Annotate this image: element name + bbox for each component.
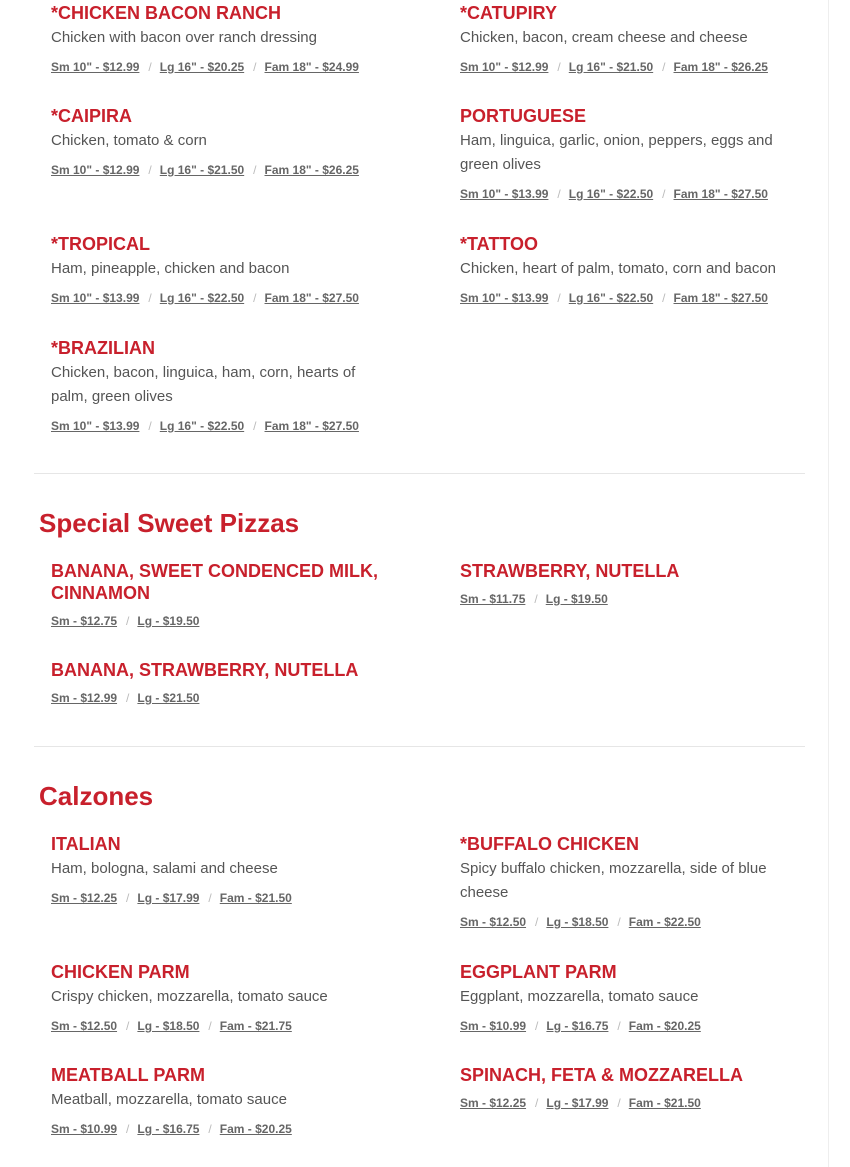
item-description: Crispy chicken, mozzarella, tomato sauce xyxy=(51,988,328,1005)
item-name: ITALIAN xyxy=(51,834,121,854)
item-description: Ham, linguica, garlic, onion, peppers, eggs and green olives xyxy=(460,132,773,173)
menu-item-banana-strawberry-nutella xyxy=(51,659,396,706)
price-separator: / xyxy=(535,915,539,929)
price-separator: / xyxy=(148,419,152,433)
item-description: Chicken with bacon over ranch dressing xyxy=(51,29,317,46)
item-description: Chicken, bacon, cream cheese and cheese xyxy=(460,29,748,46)
item-name: CHICKEN PARM xyxy=(51,962,190,982)
price-separator: / xyxy=(535,1019,539,1033)
price-separator: / xyxy=(534,592,538,606)
price-list xyxy=(460,59,805,75)
price-list xyxy=(51,290,396,306)
item-name: *CAIPIRA xyxy=(51,106,133,126)
item-description: Meatball, mozzarella, tomato sauce xyxy=(51,1091,287,1108)
price-small[interactable]: Sm - $12.99 xyxy=(51,691,118,705)
price-separator: / xyxy=(662,291,666,305)
price-list xyxy=(460,186,805,202)
price-list xyxy=(51,890,396,906)
price-family[interactable]: Fam 18" - $26.25 xyxy=(673,60,768,74)
item-name: BANANA, SWEET CONDENCED MILK, CINNAMON xyxy=(51,561,378,603)
price-large[interactable]: Lg 16" - $22.50 xyxy=(159,291,245,305)
price-separator: / xyxy=(617,1019,621,1033)
price-small[interactable]: Sm - $12.25 xyxy=(460,1096,527,1110)
item-description: Ham, pineapple, chicken and bacon xyxy=(51,260,290,277)
menu-item-strawberry-nutella xyxy=(460,560,805,607)
price-family[interactable]: Fam - $21.50 xyxy=(628,1096,701,1110)
menu-item-catupiry xyxy=(460,2,805,75)
price-family[interactable]: Fam - $20.25 xyxy=(628,1019,701,1033)
item-name: *BRAZILIAN xyxy=(51,338,155,358)
price-separator: / xyxy=(148,291,152,305)
menu-item-meatball-parm xyxy=(51,1064,396,1137)
menu-item-buffalo-chicken xyxy=(460,833,805,930)
price-large[interactable]: Lg 16" - $21.50 xyxy=(159,163,245,177)
price-list xyxy=(51,418,396,434)
price-separator: / xyxy=(253,60,257,74)
price-small[interactable]: Sm - $12.50 xyxy=(51,1019,118,1033)
price-small[interactable]: Sm - $12.50 xyxy=(460,915,527,929)
price-small[interactable]: Sm 10" - $13.99 xyxy=(460,187,549,201)
section-title-calzones: Calzones xyxy=(39,781,154,811)
item-name: *TROPICAL xyxy=(51,234,150,254)
price-small[interactable]: Sm - $11.75 xyxy=(460,592,526,606)
price-list xyxy=(51,162,396,178)
section-title-sweet-pizzas: Special Sweet Pizzas xyxy=(39,508,300,538)
price-separator: / xyxy=(208,1122,212,1136)
price-small[interactable]: Sm - $12.25 xyxy=(51,891,118,905)
item-description: Ham, bologna, salami and cheese xyxy=(51,860,278,877)
price-small[interactable]: Sm 10" - $13.99 xyxy=(460,291,549,305)
price-separator: / xyxy=(617,915,621,929)
price-large[interactable]: Lg - $16.75 xyxy=(137,1122,200,1136)
item-name: SPINACH, FETA & MOZZARELLA xyxy=(460,1065,743,1085)
item-description: Eggplant, mozzarella, tomato sauce xyxy=(460,988,699,1005)
price-separator: / xyxy=(126,614,130,628)
item-name: STRAWBERRY, NUTELLA xyxy=(460,561,680,581)
menu-item-banana-condensed-milk xyxy=(51,560,396,629)
price-large[interactable]: Lg 16" - $20.25 xyxy=(159,60,245,74)
item-name: EGGPLANT PARM xyxy=(460,962,617,982)
price-separator: / xyxy=(148,163,152,177)
section-divider xyxy=(34,473,805,474)
price-family[interactable]: Fam - $21.75 xyxy=(219,1019,292,1033)
menu-item-italian xyxy=(51,833,396,906)
price-small[interactable]: Sm 10" - $12.99 xyxy=(460,60,549,74)
item-name: *CATUPIRY xyxy=(460,3,558,23)
section-divider xyxy=(34,746,805,747)
item-name: PORTUGUESE xyxy=(460,106,587,126)
price-small[interactable]: Sm 10" - $13.99 xyxy=(51,291,140,305)
price-separator: / xyxy=(557,60,561,74)
price-family[interactable]: Fam - $22.50 xyxy=(628,915,701,929)
price-family[interactable]: Fam 18" - $27.50 xyxy=(673,291,768,305)
price-list xyxy=(460,914,805,930)
price-separator: / xyxy=(557,291,561,305)
price-separator: / xyxy=(662,60,666,74)
price-large[interactable]: Lg 16" - $22.50 xyxy=(568,291,654,305)
price-family[interactable]: Fam 18" - $27.50 xyxy=(673,187,768,201)
item-description: Spicy buffalo chicken, mozzarella, side of blue cheese xyxy=(460,860,767,901)
price-list xyxy=(51,1018,396,1034)
price-small[interactable]: Sm - $10.99 xyxy=(460,1019,527,1033)
price-separator: / xyxy=(253,163,257,177)
price-separator: / xyxy=(253,419,257,433)
menu-item-chicken-bacon-ranch xyxy=(51,2,396,75)
item-description: Chicken, heart of palm, tomato, corn and bacon xyxy=(460,260,777,277)
price-family[interactable]: Fam 18" - $27.50 xyxy=(264,419,359,433)
price-separator: / xyxy=(208,1019,212,1033)
price-separator: / xyxy=(126,1122,130,1136)
price-large[interactable]: Lg - $21.50 xyxy=(137,691,200,705)
menu-item-brazilian xyxy=(51,337,396,434)
price-large[interactable]: Lg - $18.50 xyxy=(546,915,609,929)
price-separator: / xyxy=(126,691,130,705)
item-description: Chicken, tomato & corn xyxy=(51,132,207,149)
menu-item-eggplant-parm xyxy=(460,961,805,1034)
menu-item-tattoo xyxy=(460,233,805,306)
price-separator: / xyxy=(126,891,130,905)
price-separator: / xyxy=(617,1096,621,1110)
price-list xyxy=(460,290,805,306)
item-name: *BUFFALO CHICKEN xyxy=(460,834,639,854)
price-separator: / xyxy=(208,891,212,905)
price-small[interactable]: Sm 10" - $12.99 xyxy=(51,60,140,74)
price-separator: / xyxy=(253,291,257,305)
price-separator: / xyxy=(535,1096,539,1110)
price-list xyxy=(460,1018,805,1034)
price-large[interactable]: Lg - $16.75 xyxy=(546,1019,609,1033)
price-large[interactable]: Lg - $17.99 xyxy=(546,1096,609,1110)
menu-item-caipira xyxy=(51,105,396,178)
price-list xyxy=(51,613,396,629)
price-small[interactable]: Sm - $12.75 xyxy=(51,614,118,628)
item-name: BANANA, STRAWBERRY, NUTELLA xyxy=(51,660,359,680)
price-small[interactable]: Sm 10" - $12.99 xyxy=(51,163,140,177)
price-family[interactable]: Fam 18" - $27.50 xyxy=(264,291,359,305)
price-large[interactable]: Lg 16" - $21.50 xyxy=(568,60,654,74)
price-large[interactable]: Lg - $19.50 xyxy=(545,592,608,606)
price-separator: / xyxy=(662,187,666,201)
price-separator: / xyxy=(148,60,152,74)
price-list xyxy=(51,1121,396,1137)
menu-item-chicken-parm xyxy=(51,961,396,1034)
price-list xyxy=(51,59,396,75)
price-list xyxy=(460,1095,805,1111)
price-large[interactable]: Lg 16" - $22.50 xyxy=(568,187,654,201)
price-family[interactable]: Fam 18" - $24.99 xyxy=(264,60,359,74)
menu-item-portuguese xyxy=(460,105,805,202)
price-family[interactable]: Fam 18" - $26.25 xyxy=(264,163,359,177)
price-large[interactable]: Lg - $18.50 xyxy=(137,1019,200,1033)
price-small[interactable]: Sm - $10.99 xyxy=(51,1122,118,1136)
price-large[interactable]: Lg - $19.50 xyxy=(137,614,200,628)
item-name: MEATBALL PARM xyxy=(51,1065,205,1085)
menu-item-spinach-feta-mozzarella xyxy=(460,1064,805,1111)
price-family[interactable]: Fam - $21.50 xyxy=(219,891,292,905)
item-name: *TATTOO xyxy=(460,234,538,254)
price-family[interactable]: Fam - $20.25 xyxy=(219,1122,292,1136)
price-list xyxy=(51,690,396,706)
price-small[interactable]: Sm 10" - $13.99 xyxy=(51,419,140,433)
price-large[interactable]: Lg - $17.99 xyxy=(137,891,200,905)
item-description: Chicken, bacon, linguica, ham, corn, hearts of palm, green olives xyxy=(51,364,356,405)
price-separator: / xyxy=(557,187,561,201)
price-list xyxy=(460,591,805,607)
menu-item-tropical xyxy=(51,233,396,306)
price-large[interactable]: Lg 16" - $22.50 xyxy=(159,419,245,433)
price-separator: / xyxy=(126,1019,130,1033)
item-name: *CHICKEN BACON RANCH xyxy=(51,3,282,23)
